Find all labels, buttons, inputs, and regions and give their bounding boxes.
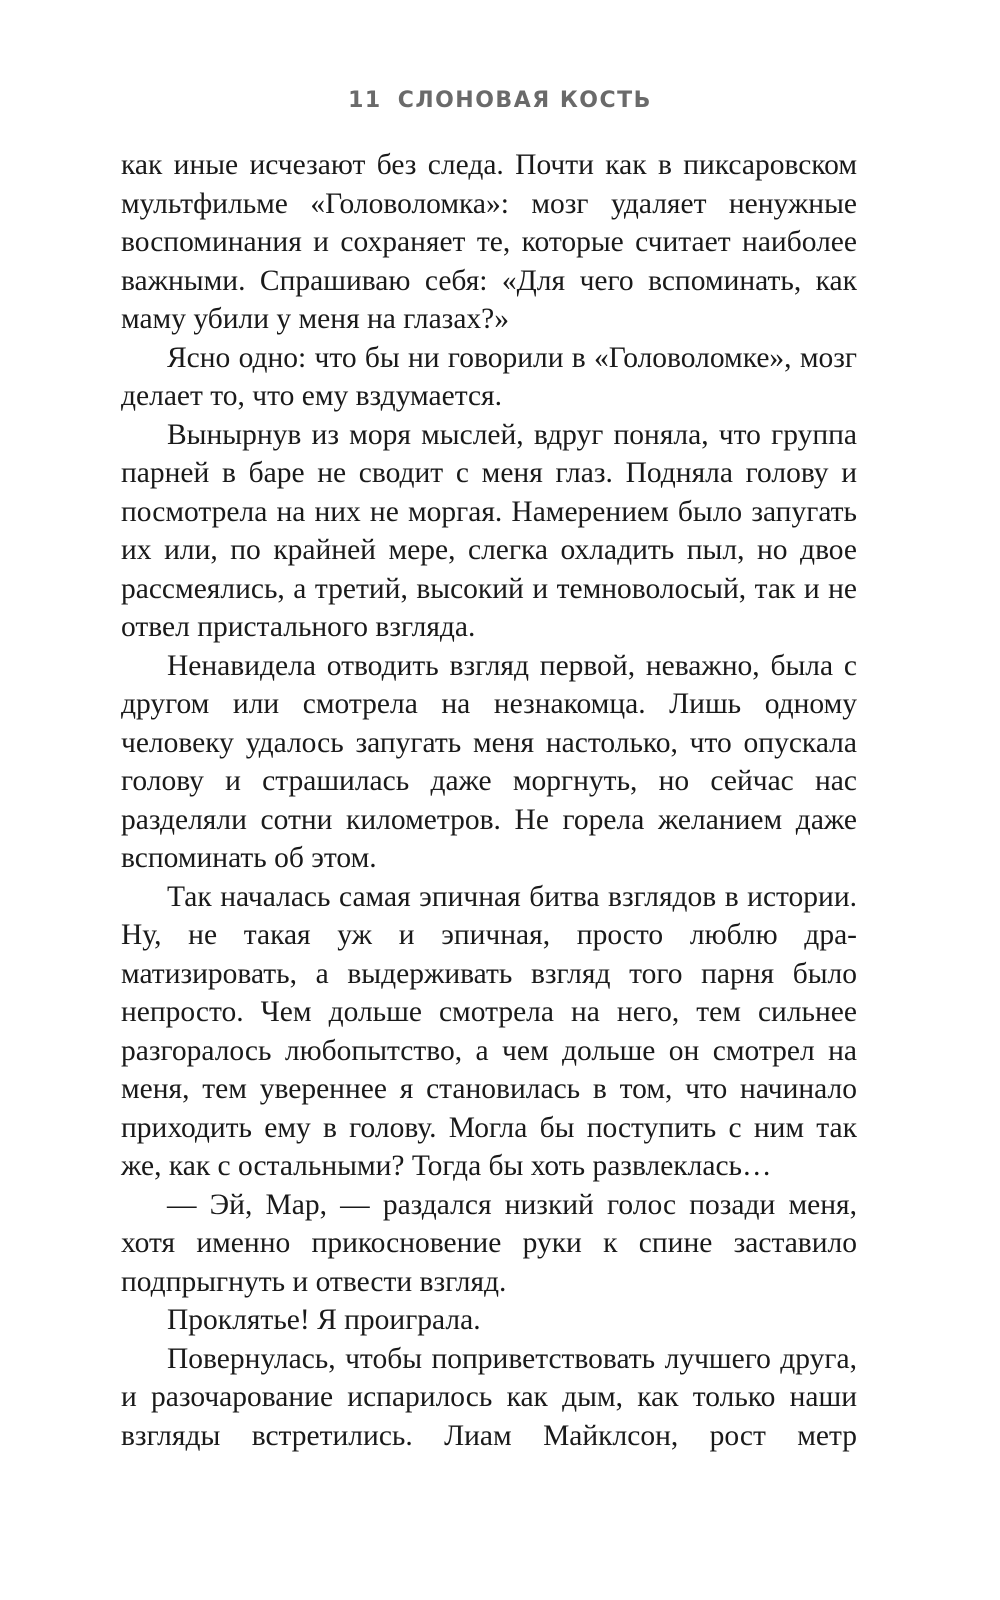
page-number: 11 bbox=[348, 88, 382, 113]
paragraph-5: Так началась самая эпичная битва взглядов в истории. Ну, не такая уж и эпичная, просто люблю драматизировать, а выдерживать взгляд того парня было непросто. Чем дольше смотрела на него, тем сильнее разгоралось любопытство, а чем дольше он смотрел на меня, тем увереннее я становилась в том, что начинало приходить ему в голову. Могла бы поступить с ним так же, как с остальными? Тогда бы хоть развлеклась… bbox=[121, 880, 857, 1182]
paragraph-1: как иные исчезают без следа. Почти как в пиксаровском мультфильме «Головоломка»: мозг удаляет ненужные воспоминания и сохраняет те, которые считает наиболее важными. Спрашиваю себя: «Для чего вспоминать, как маму убили у меня на глазах?» bbox=[121, 149, 857, 335]
paragraph-4: Ненавидела отводить взгляд первой, неважно, была с другом или смотрела на незнакомца. Лишь одному человеку удалось запугать меня настолько, что опускала голову и страшилась даже моргнуть, но сейчас нас разделяли сотни километров. Не горела желанием даже вспоминать об этом. bbox=[121, 649, 857, 874]
chapter-title: СЛОНОВАЯ КОСТЬ bbox=[397, 88, 652, 113]
paragraph-2: Ясно одно: что бы ни говорили в «Головоломке», мозг делает то, что ему вздумается. bbox=[121, 341, 857, 412]
running-header bbox=[0, 88, 1000, 113]
paragraph-6: — Эй, Мар, — раздался низкий голос позади меня, хотя именно прикосновение руки к спине заставило подпрыгнуть и отвести взгляд. bbox=[121, 1188, 857, 1298]
body-text bbox=[121, 146, 857, 1455]
paragraph-7: Проклятье! Я проиграла. bbox=[167, 1304, 481, 1336]
paragraph-3: Вынырнув из моря мыслей, вдруг поняла, что группа парней в баре не сводит с меня глаз. Подняла голову и посмотрела на них не моргая. Намерением было запугать их или, по крайней мере, слегка охладить пыл, но двое рассмеялись, а третий, высокий и темноволосый, так и не отвел пристального взгляда. bbox=[121, 418, 857, 643]
paragraph-8: Повернулась, чтобы поприветствовать лучшего друга, и разочарование испарилось как дым, как только наши взгляды встретились. Лиам Майклсон, рост метр bbox=[121, 1342, 857, 1452]
